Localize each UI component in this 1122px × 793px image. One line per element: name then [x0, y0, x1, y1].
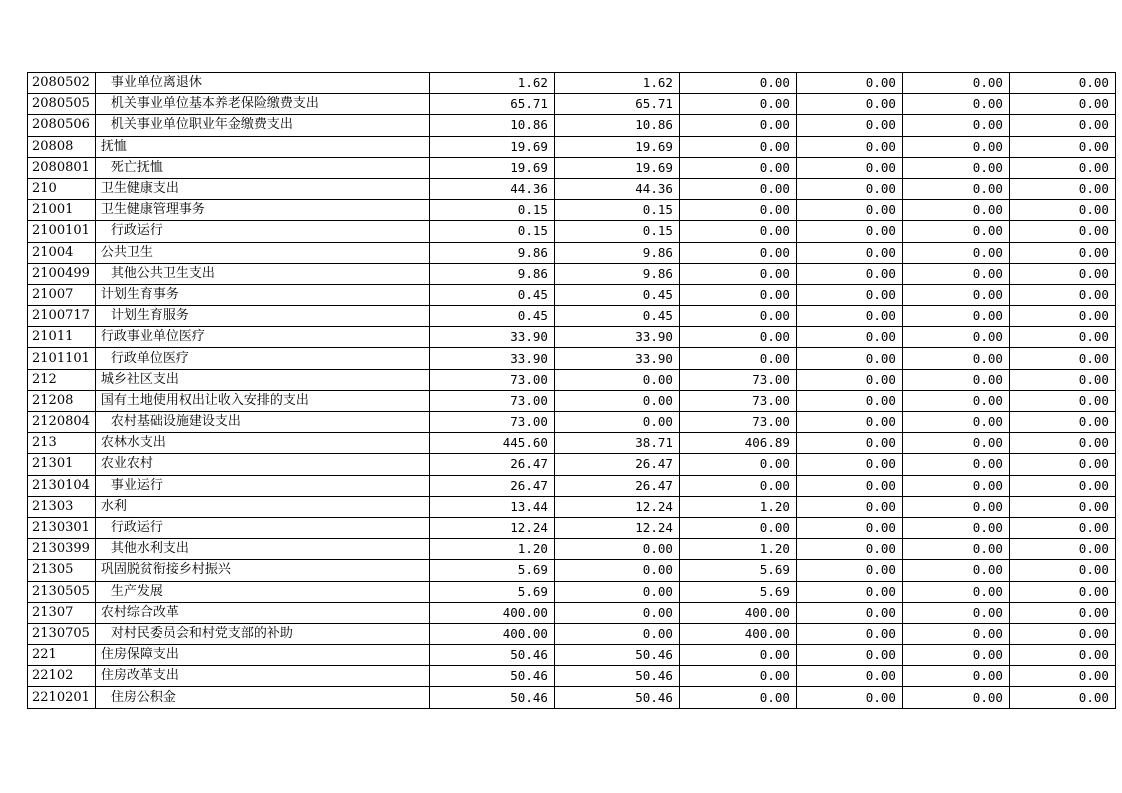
- amount-cell-col2: 9.86: [554, 263, 679, 284]
- amount-cell-col5: 0.00: [902, 581, 1009, 602]
- amount-cell-col2: 0.00: [554, 560, 679, 581]
- table-row: [28, 412, 1116, 433]
- subject-code-cell: 2100717: [28, 306, 96, 327]
- table-row: [28, 348, 1116, 369]
- amount-cell-col3: 0.00: [679, 263, 796, 284]
- amount-cell-col4: 0.00: [796, 157, 902, 178]
- amount-cell-col3: 0.00: [679, 517, 796, 538]
- subject-name-cell: 住房改革支出: [95, 666, 429, 687]
- amount-cell-col4: 0.00: [796, 602, 902, 623]
- amount-cell-col4: 0.00: [796, 136, 902, 157]
- subject-name-cell: 城乡社区支出: [95, 369, 429, 390]
- amount-cell-col5: 0.00: [902, 623, 1009, 644]
- amount-cell-col3: 1.20: [679, 496, 796, 517]
- amount-cell-col4: 0.00: [796, 623, 902, 644]
- amount-cell-col1: 73.00: [429, 390, 554, 411]
- amount-cell-col4: 0.00: [796, 496, 902, 517]
- table-row: [28, 539, 1116, 560]
- amount-cell-col4: 0.00: [796, 348, 902, 369]
- amount-cell-col6: 0.00: [1009, 369, 1115, 390]
- subject-code-cell: 21011: [28, 327, 96, 348]
- subject-name-cell: 农林水支出: [95, 433, 429, 454]
- amount-cell-col5: 0.00: [902, 454, 1009, 475]
- amount-cell-col4: 0.00: [796, 263, 902, 284]
- amount-cell-col4: 0.00: [796, 666, 902, 687]
- table-row: [28, 475, 1116, 496]
- amount-cell-col2: 0.00: [554, 602, 679, 623]
- amount-cell-col6: 0.00: [1009, 454, 1115, 475]
- amount-cell-col3: 0.00: [679, 284, 796, 305]
- amount-cell-col5: 0.00: [902, 645, 1009, 666]
- amount-cell-col4: 0.00: [796, 560, 902, 581]
- amount-cell-col5: 0.00: [902, 327, 1009, 348]
- amount-cell-col1: 0.15: [429, 221, 554, 242]
- subject-code-cell: 2130301: [28, 517, 96, 538]
- amount-cell-col5: 0.00: [902, 178, 1009, 199]
- subject-code-cell: 221: [28, 645, 96, 666]
- amount-cell-col2: 0.00: [554, 369, 679, 390]
- amount-cell-col4: 0.00: [796, 94, 902, 115]
- amount-cell-col6: 0.00: [1009, 284, 1115, 305]
- amount-cell-col4: 0.00: [796, 284, 902, 305]
- subject-code-cell: 2080506: [28, 115, 96, 136]
- amount-cell-col5: 0.00: [902, 136, 1009, 157]
- amount-cell-col5: 0.00: [902, 560, 1009, 581]
- amount-cell-col5: 0.00: [902, 348, 1009, 369]
- table-row: [28, 157, 1116, 178]
- amount-cell-col3: 0.00: [679, 115, 796, 136]
- subject-code-cell: 21305: [28, 560, 96, 581]
- amount-cell-col4: 0.00: [796, 306, 902, 327]
- amount-cell-col2: 0.45: [554, 306, 679, 327]
- subject-name-cell: 对村民委员会和村党支部的补助: [95, 623, 429, 644]
- amount-cell-col6: 0.00: [1009, 348, 1115, 369]
- amount-cell-col1: 73.00: [429, 412, 554, 433]
- amount-cell-col2: 1.62: [554, 73, 679, 94]
- table-row: [28, 390, 1116, 411]
- amount-cell-col6: 0.00: [1009, 412, 1115, 433]
- amount-cell-col6: 0.00: [1009, 306, 1115, 327]
- subject-code-cell: 2100499: [28, 263, 96, 284]
- amount-cell-col2: 19.69: [554, 157, 679, 178]
- subject-code-cell: 21307: [28, 602, 96, 623]
- subject-name-cell: 抚恤: [95, 136, 429, 157]
- subject-code-cell: 20808: [28, 136, 96, 157]
- amount-cell-col1: 44.36: [429, 178, 554, 199]
- amount-cell-col1: 9.86: [429, 242, 554, 263]
- amount-cell-col6: 0.00: [1009, 687, 1115, 708]
- amount-cell-col2: 0.00: [554, 581, 679, 602]
- amount-cell-col6: 0.00: [1009, 623, 1115, 644]
- subject-name-cell: 农村综合改革: [95, 602, 429, 623]
- subject-name-cell: 事业运行: [95, 475, 429, 496]
- amount-cell-col3: 73.00: [679, 369, 796, 390]
- amount-cell-col3: 1.20: [679, 539, 796, 560]
- amount-cell-col5: 0.00: [902, 157, 1009, 178]
- table-row: [28, 496, 1116, 517]
- amount-cell-col2: 50.46: [554, 687, 679, 708]
- table-row: [28, 623, 1116, 644]
- subject-code-cell: 2080505: [28, 94, 96, 115]
- amount-cell-col1: 33.90: [429, 327, 554, 348]
- amount-cell-col1: 0.15: [429, 200, 554, 221]
- amount-cell-col5: 0.00: [902, 539, 1009, 560]
- table-row: [28, 284, 1116, 305]
- amount-cell-col1: 33.90: [429, 348, 554, 369]
- amount-cell-col6: 0.00: [1009, 433, 1115, 454]
- amount-cell-col1: 0.45: [429, 306, 554, 327]
- amount-cell-col2: 38.71: [554, 433, 679, 454]
- amount-cell-col1: 50.46: [429, 645, 554, 666]
- amount-cell-col2: 26.47: [554, 475, 679, 496]
- amount-cell-col1: 400.00: [429, 623, 554, 644]
- amount-cell-col4: 0.00: [796, 412, 902, 433]
- amount-cell-col1: 50.46: [429, 666, 554, 687]
- amount-cell-col4: 0.00: [796, 242, 902, 263]
- amount-cell-col5: 0.00: [902, 390, 1009, 411]
- amount-cell-col5: 0.00: [902, 242, 1009, 263]
- amount-cell-col5: 0.00: [902, 475, 1009, 496]
- subject-code-cell: 2130505: [28, 581, 96, 602]
- amount-cell-col3: 400.00: [679, 623, 796, 644]
- amount-cell-col5: 0.00: [902, 94, 1009, 115]
- subject-name-cell: 其他公共卫生支出: [95, 263, 429, 284]
- amount-cell-col2: 0.45: [554, 284, 679, 305]
- subject-name-cell: 农村基础设施建设支出: [95, 412, 429, 433]
- table-row: [28, 242, 1116, 263]
- amount-cell-col1: 50.46: [429, 687, 554, 708]
- subject-name-cell: 行政事业单位医疗: [95, 327, 429, 348]
- amount-cell-col4: 0.00: [796, 539, 902, 560]
- amount-cell-col4: 0.00: [796, 178, 902, 199]
- amount-cell-col1: 0.45: [429, 284, 554, 305]
- amount-cell-col1: 5.69: [429, 581, 554, 602]
- amount-cell-col5: 0.00: [902, 369, 1009, 390]
- subject-code-cell: 21007: [28, 284, 96, 305]
- subject-name-cell: 水利: [95, 496, 429, 517]
- table-row: [28, 560, 1116, 581]
- amount-cell-col2: 10.86: [554, 115, 679, 136]
- amount-cell-col6: 0.00: [1009, 602, 1115, 623]
- amount-cell-col1: 445.60: [429, 433, 554, 454]
- subject-name-cell: 生产发展: [95, 581, 429, 602]
- amount-cell-col6: 0.00: [1009, 178, 1115, 199]
- amount-cell-col5: 0.00: [902, 517, 1009, 538]
- amount-cell-col5: 0.00: [902, 115, 1009, 136]
- subject-code-cell: 2080801: [28, 157, 96, 178]
- subject-code-cell: 2101101: [28, 348, 96, 369]
- budget-expenditure-table: [27, 72, 1116, 709]
- amount-cell-col2: 9.86: [554, 242, 679, 263]
- amount-cell-col2: 0.15: [554, 221, 679, 242]
- amount-cell-col4: 0.00: [796, 454, 902, 475]
- subject-code-cell: 21208: [28, 390, 96, 411]
- subject-name-cell: 死亡抚恤: [95, 157, 429, 178]
- subject-name-cell: 机关事业单位基本养老保险缴费支出: [95, 94, 429, 115]
- table-row: [28, 178, 1116, 199]
- table-row: [28, 602, 1116, 623]
- amount-cell-col2: 12.24: [554, 517, 679, 538]
- table-row: [28, 263, 1116, 284]
- subject-name-cell: 计划生育服务: [95, 306, 429, 327]
- amount-cell-col3: 0.00: [679, 94, 796, 115]
- amount-cell-col2: 33.90: [554, 327, 679, 348]
- amount-cell-col3: 0.00: [679, 136, 796, 157]
- amount-cell-col5: 0.00: [902, 412, 1009, 433]
- amount-cell-col6: 0.00: [1009, 666, 1115, 687]
- amount-cell-col5: 0.00: [902, 306, 1009, 327]
- amount-cell-col5: 0.00: [902, 284, 1009, 305]
- amount-cell-col1: 73.00: [429, 369, 554, 390]
- amount-cell-col2: 0.00: [554, 539, 679, 560]
- subject-code-cell: 2130399: [28, 539, 96, 560]
- amount-cell-col3: 0.00: [679, 687, 796, 708]
- table-row: [28, 136, 1116, 157]
- subject-name-cell: 卫生健康支出: [95, 178, 429, 199]
- amount-cell-col2: 44.36: [554, 178, 679, 199]
- amount-cell-col6: 0.00: [1009, 242, 1115, 263]
- table-row: [28, 94, 1116, 115]
- amount-cell-col4: 0.00: [796, 475, 902, 496]
- amount-cell-col6: 0.00: [1009, 73, 1115, 94]
- amount-cell-col6: 0.00: [1009, 517, 1115, 538]
- amount-cell-col6: 0.00: [1009, 581, 1115, 602]
- amount-cell-col6: 0.00: [1009, 263, 1115, 284]
- amount-cell-col5: 0.00: [902, 602, 1009, 623]
- amount-cell-col3: 5.69: [679, 560, 796, 581]
- amount-cell-col4: 0.00: [796, 390, 902, 411]
- amount-cell-col5: 0.00: [902, 73, 1009, 94]
- amount-cell-col5: 0.00: [902, 687, 1009, 708]
- amount-cell-col6: 0.00: [1009, 94, 1115, 115]
- amount-cell-col3: 0.00: [679, 666, 796, 687]
- amount-cell-col4: 0.00: [796, 327, 902, 348]
- table-row: [28, 581, 1116, 602]
- amount-cell-col1: 19.69: [429, 136, 554, 157]
- amount-cell-col1: 9.86: [429, 263, 554, 284]
- amount-cell-col1: 5.69: [429, 560, 554, 581]
- amount-cell-col4: 0.00: [796, 687, 902, 708]
- amount-cell-col2: 0.00: [554, 390, 679, 411]
- amount-cell-col1: 1.20: [429, 539, 554, 560]
- subject-code-cell: 21301: [28, 454, 96, 475]
- subject-code-cell: 212: [28, 369, 96, 390]
- table-row: [28, 454, 1116, 475]
- table-row: [28, 687, 1116, 708]
- table-row: [28, 645, 1116, 666]
- table-row: [28, 306, 1116, 327]
- subject-name-cell: 住房保障支出: [95, 645, 429, 666]
- table-row: [28, 369, 1116, 390]
- amount-cell-col4: 0.00: [796, 115, 902, 136]
- subject-name-cell: 事业单位离退休: [95, 73, 429, 94]
- amount-cell-col3: 0.00: [679, 221, 796, 242]
- amount-cell-col1: 400.00: [429, 602, 554, 623]
- subject-code-cell: 21004: [28, 242, 96, 263]
- subject-code-cell: 2130705: [28, 623, 96, 644]
- amount-cell-col3: 0.00: [679, 306, 796, 327]
- amount-cell-col6: 0.00: [1009, 475, 1115, 496]
- amount-cell-col6: 0.00: [1009, 327, 1115, 348]
- table-row: [28, 327, 1116, 348]
- subject-name-cell: 住房公积金: [95, 687, 429, 708]
- amount-cell-col1: 13.44: [429, 496, 554, 517]
- subject-code-cell: 210: [28, 178, 96, 199]
- table-row: [28, 433, 1116, 454]
- amount-cell-col2: 0.00: [554, 623, 679, 644]
- subject-name-cell: 机关事业单位职业年金缴费支出: [95, 115, 429, 136]
- amount-cell-col1: 26.47: [429, 454, 554, 475]
- amount-cell-col3: 0.00: [679, 178, 796, 199]
- amount-cell-col2: 19.69: [554, 136, 679, 157]
- amount-cell-col3: 406.89: [679, 433, 796, 454]
- amount-cell-col3: 0.00: [679, 200, 796, 221]
- amount-cell-col4: 0.00: [796, 517, 902, 538]
- amount-cell-col6: 0.00: [1009, 221, 1115, 242]
- amount-cell-col3: 0.00: [679, 73, 796, 94]
- amount-cell-col5: 0.00: [902, 666, 1009, 687]
- subject-code-cell: 22102: [28, 666, 96, 687]
- amount-cell-col6: 0.00: [1009, 496, 1115, 517]
- subject-name-cell: 巩固脱贫衔接乡村振兴: [95, 560, 429, 581]
- amount-cell-col5: 0.00: [902, 433, 1009, 454]
- table-row: [28, 666, 1116, 687]
- amount-cell-col2: 26.47: [554, 454, 679, 475]
- subject-name-cell: 国有土地使用权出让收入安排的支出: [95, 390, 429, 411]
- amount-cell-col5: 0.00: [902, 200, 1009, 221]
- amount-cell-col3: 0.00: [679, 348, 796, 369]
- amount-cell-col5: 0.00: [902, 221, 1009, 242]
- subject-code-cell: 2120804: [28, 412, 96, 433]
- subject-code-cell: 213: [28, 433, 96, 454]
- amount-cell-col4: 0.00: [796, 221, 902, 242]
- amount-cell-col3: 0.00: [679, 475, 796, 496]
- amount-cell-col6: 0.00: [1009, 645, 1115, 666]
- amount-cell-col4: 0.00: [796, 73, 902, 94]
- subject-code-cell: 2080502: [28, 73, 96, 94]
- amount-cell-col1: 1.62: [429, 73, 554, 94]
- subject-name-cell: 计划生育事务: [95, 284, 429, 305]
- amount-cell-col4: 0.00: [796, 200, 902, 221]
- subject-name-cell: 农业农村: [95, 454, 429, 475]
- table-row: [28, 200, 1116, 221]
- amount-cell-col6: 0.00: [1009, 539, 1115, 560]
- amount-cell-col6: 0.00: [1009, 390, 1115, 411]
- table-row: [28, 73, 1116, 94]
- amount-cell-col2: 50.46: [554, 645, 679, 666]
- table-row: [28, 115, 1116, 136]
- subject-code-cell: 21303: [28, 496, 96, 517]
- amount-cell-col6: 0.00: [1009, 157, 1115, 178]
- amount-cell-col3: 5.69: [679, 581, 796, 602]
- table-row: [28, 517, 1116, 538]
- amount-cell-col3: 0.00: [679, 645, 796, 666]
- subject-name-cell: 卫生健康管理事务: [95, 200, 429, 221]
- amount-cell-col6: 0.00: [1009, 560, 1115, 581]
- subject-code-cell: 2100101: [28, 221, 96, 242]
- amount-cell-col5: 0.00: [902, 496, 1009, 517]
- amount-cell-col6: 0.00: [1009, 200, 1115, 221]
- amount-cell-col2: 0.15: [554, 200, 679, 221]
- amount-cell-col2: 50.46: [554, 666, 679, 687]
- amount-cell-col2: 0.00: [554, 412, 679, 433]
- amount-cell-col4: 0.00: [796, 369, 902, 390]
- amount-cell-col1: 10.86: [429, 115, 554, 136]
- amount-cell-col4: 0.00: [796, 645, 902, 666]
- amount-cell-col1: 65.71: [429, 94, 554, 115]
- amount-cell-col4: 0.00: [796, 581, 902, 602]
- amount-cell-col1: 26.47: [429, 475, 554, 496]
- table-body: [28, 73, 1116, 709]
- amount-cell-col4: 0.00: [796, 433, 902, 454]
- amount-cell-col6: 0.00: [1009, 136, 1115, 157]
- subject-code-cell: 2210201: [28, 687, 96, 708]
- amount-cell-col3: 73.00: [679, 390, 796, 411]
- amount-cell-col3: 0.00: [679, 327, 796, 348]
- subject-name-cell: 行政运行: [95, 221, 429, 242]
- subject-name-cell: 行政运行: [95, 517, 429, 538]
- amount-cell-col1: 19.69: [429, 157, 554, 178]
- amount-cell-col5: 0.00: [902, 263, 1009, 284]
- subject-name-cell: 其他水利支出: [95, 539, 429, 560]
- amount-cell-col3: 73.00: [679, 412, 796, 433]
- amount-cell-col2: 65.71: [554, 94, 679, 115]
- subject-name-cell: 公共卫生: [95, 242, 429, 263]
- amount-cell-col2: 33.90: [554, 348, 679, 369]
- amount-cell-col6: 0.00: [1009, 115, 1115, 136]
- subject-name-cell: 行政单位医疗: [95, 348, 429, 369]
- table-row: [28, 221, 1116, 242]
- amount-cell-col3: 0.00: [679, 454, 796, 475]
- subject-code-cell: 2130104: [28, 475, 96, 496]
- amount-cell-col1: 12.24: [429, 517, 554, 538]
- amount-cell-col3: 0.00: [679, 157, 796, 178]
- amount-cell-col3: 0.00: [679, 242, 796, 263]
- amount-cell-col2: 12.24: [554, 496, 679, 517]
- subject-code-cell: 21001: [28, 200, 96, 221]
- amount-cell-col3: 400.00: [679, 602, 796, 623]
